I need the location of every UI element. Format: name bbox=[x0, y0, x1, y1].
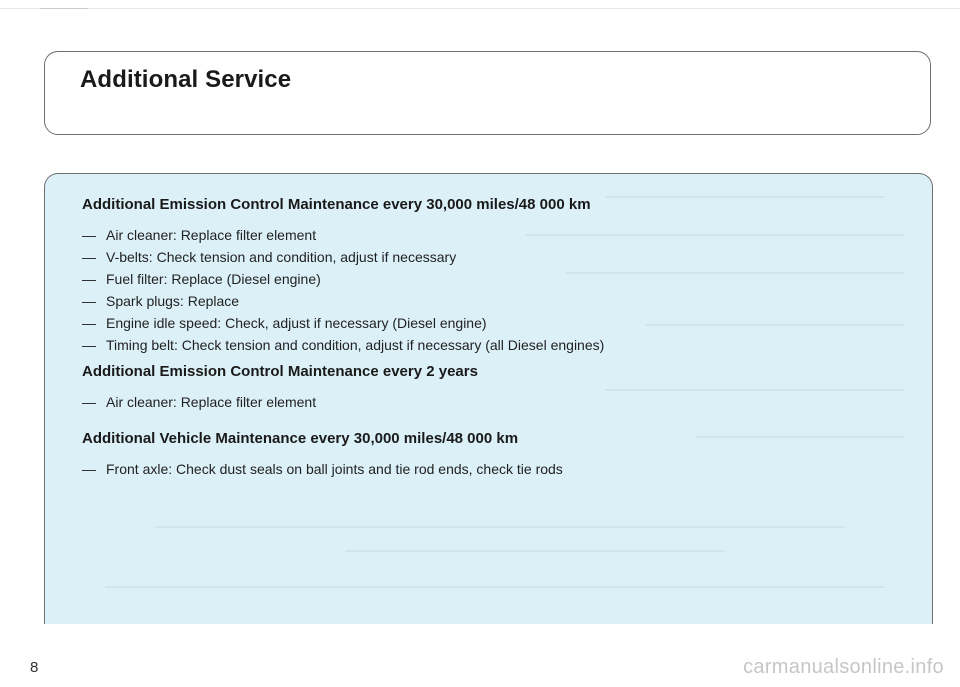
content-panel bbox=[44, 173, 933, 624]
list-item bbox=[82, 334, 604, 356]
bleed-through-line bbox=[525, 234, 905, 236]
dash-marker: — bbox=[82, 337, 96, 353]
top-rule bbox=[0, 8, 960, 9]
item-text: Air cleaner: Replace filter element bbox=[106, 227, 317, 243]
dash-marker: — bbox=[82, 249, 96, 265]
list-item bbox=[82, 391, 478, 413]
emission-30000-section bbox=[82, 196, 604, 356]
emission-2-years-section bbox=[82, 363, 478, 413]
bleed-through-line bbox=[155, 526, 845, 528]
header-box bbox=[44, 51, 931, 135]
item-text: Fuel filter: Replace (Diesel engine) bbox=[106, 271, 321, 287]
dash-marker: — bbox=[82, 461, 96, 477]
list-item bbox=[82, 312, 604, 334]
bleed-through-line bbox=[345, 550, 725, 552]
list-item bbox=[82, 458, 563, 480]
bleed-through-line bbox=[605, 196, 885, 198]
maintenance-list bbox=[82, 391, 478, 413]
bleed-through-line bbox=[645, 324, 905, 326]
maintenance-list bbox=[82, 458, 563, 480]
dash-marker: — bbox=[82, 293, 96, 309]
page-title: Additional Service bbox=[80, 66, 292, 93]
dash-marker: — bbox=[82, 271, 96, 287]
maintenance-list bbox=[82, 224, 604, 356]
section-heading: Additional Emission Control Maintenance every 2 years bbox=[82, 363, 478, 380]
list-item bbox=[82, 290, 604, 312]
page-number: 8 bbox=[30, 659, 39, 676]
vehicle-30000-section bbox=[82, 430, 563, 480]
dash-marker: — bbox=[82, 227, 96, 243]
dash-marker: — bbox=[82, 394, 96, 410]
bleed-through-line bbox=[105, 586, 885, 588]
list-item bbox=[82, 246, 604, 268]
item-text: Air cleaner: Replace filter element bbox=[106, 394, 317, 410]
bleed-through-line bbox=[605, 389, 905, 391]
item-text: Front axle: Check dust seals on ball joints and tie rod ends, check tie rods bbox=[106, 461, 563, 477]
item-text: Engine idle speed: Check, adjust if necessary (Diesel engine) bbox=[106, 315, 487, 331]
bleed-through-line bbox=[565, 272, 905, 274]
item-text: Spark plugs: Replace bbox=[106, 293, 240, 309]
list-item bbox=[82, 268, 604, 290]
watermark: carmanualsonline.info bbox=[743, 656, 944, 678]
item-text: Timing belt: Check tension and condition, adjust if necessary (all Diesel engines) bbox=[106, 337, 605, 353]
section-heading: Additional Emission Control Maintenance every 30,000 miles/48 000 km bbox=[82, 196, 591, 213]
section-heading: Additional Vehicle Maintenance every 30,000 miles/48 000 km bbox=[82, 430, 519, 447]
item-text: V-belts: Check tension and condition, adjust if necessary bbox=[106, 249, 457, 265]
top-rule-accent bbox=[40, 8, 88, 9]
dash-marker: — bbox=[82, 315, 96, 331]
bleed-through-line bbox=[695, 436, 905, 438]
